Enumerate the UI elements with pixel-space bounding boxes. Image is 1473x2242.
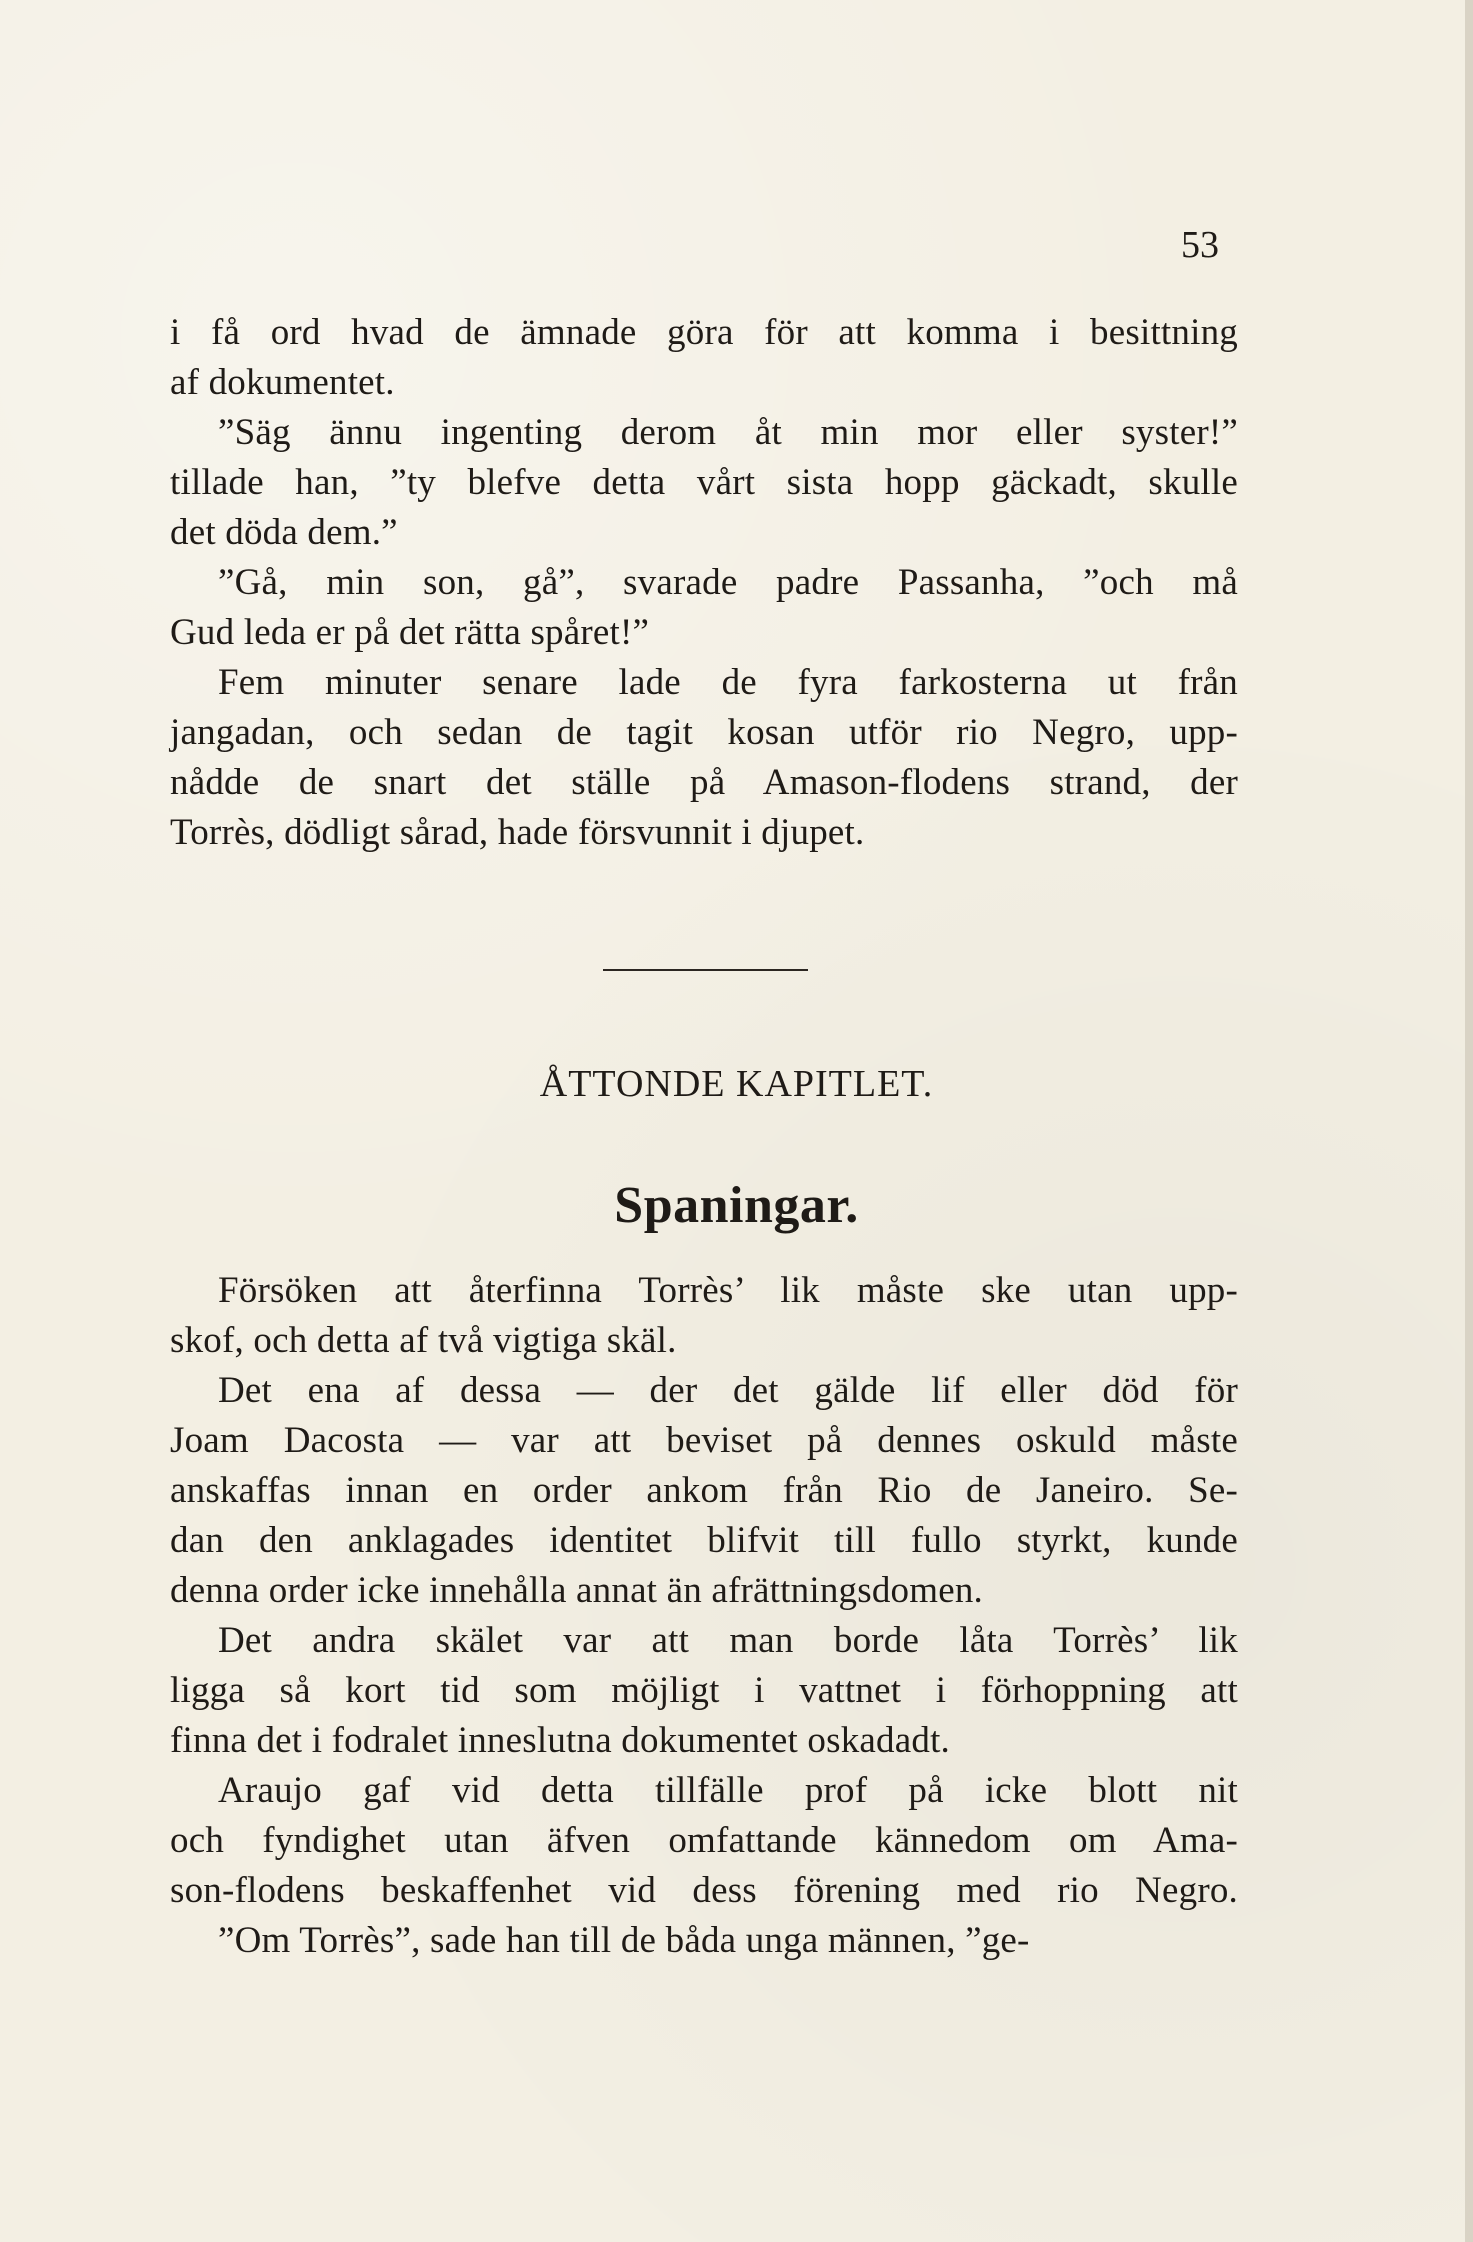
text-line: nådde de snart det ställe på Amason-flodens strand, der xyxy=(170,762,1238,803)
text-line: och fyndighet utan äfven omfattande kännedom om Ama- xyxy=(170,1820,1238,1861)
text-line: Joam Dacosta — var att beviset på dennes oskuld måste xyxy=(170,1420,1238,1461)
text-line: Det ena af dessa — der det gälde lif eller död för xyxy=(218,1370,1238,1411)
body-text-before-chapter xyxy=(170,308,1238,858)
page-edge xyxy=(1465,0,1473,2242)
text-line: ligga så kort tid som möjligt i vattnet i förhoppning att xyxy=(170,1670,1238,1711)
text-line: i få ord hvad de ämnade göra för att komma i besittning xyxy=(170,312,1238,353)
text-line: skof, och detta af två vigtiga skäl. xyxy=(170,1320,677,1361)
text-line: det döda dem.” xyxy=(170,512,398,553)
text-line: jangadan, och sedan de tagit kosan utför rio Negro, upp- xyxy=(170,712,1238,753)
text-line: Araujo gaf vid detta tillfälle prof på icke blott nit xyxy=(218,1770,1238,1811)
text-line: son-flodens beskaffenhet vid dess förening med rio Negro. xyxy=(170,1870,1238,1911)
text-line: Det andra skälet var att man borde låta Torrès’ lik xyxy=(218,1620,1238,1661)
text-line: denna order icke innehålla annat än afrättningsdomen. xyxy=(170,1570,983,1611)
text-line: tillade han, ”ty blefve detta vårt sista hopp gäckadt, skulle xyxy=(170,462,1238,503)
chapter-title: ÅTTONDE KAPITLET. xyxy=(539,1063,934,1105)
text-line: ”Gå, min son, gå”, svarade padre Passanha, ”och må xyxy=(218,562,1238,603)
text-line: finna det i fodralet inneslutna dokumentet oskadadt. xyxy=(170,1720,950,1761)
text-line: ”Säg ännu ingenting derom åt min mor eller syster!” xyxy=(218,412,1238,453)
body-text-after-chapter xyxy=(170,1266,1238,1966)
text-line: anskaffas innan en order ankom från Rio de Janeiro. Se- xyxy=(170,1470,1238,1511)
chapter-subtitle: Spaningar. xyxy=(614,1177,859,1234)
text-line: ”Om Torrès”, sade han till de båda unga männen, ”ge- xyxy=(218,1920,1030,1961)
page-number: 53 xyxy=(1181,224,1219,266)
text-line: Gud leda er på det rätta spåret!” xyxy=(170,612,650,653)
text-line: Försöken att återfinna Torrès’ lik måste ske utan upp- xyxy=(218,1270,1238,1311)
text-line: dan den anklagades identitet blifvit till fullo styrkt, kunde xyxy=(170,1520,1238,1561)
text-line: Torrès, dödligt sårad, hade försvunnit i djupet. xyxy=(170,812,865,853)
section-divider xyxy=(603,969,808,971)
text-line: af dokumentet. xyxy=(170,362,395,403)
text-line: Fem minuter senare lade de fyra farkosterna ut från xyxy=(218,662,1238,703)
